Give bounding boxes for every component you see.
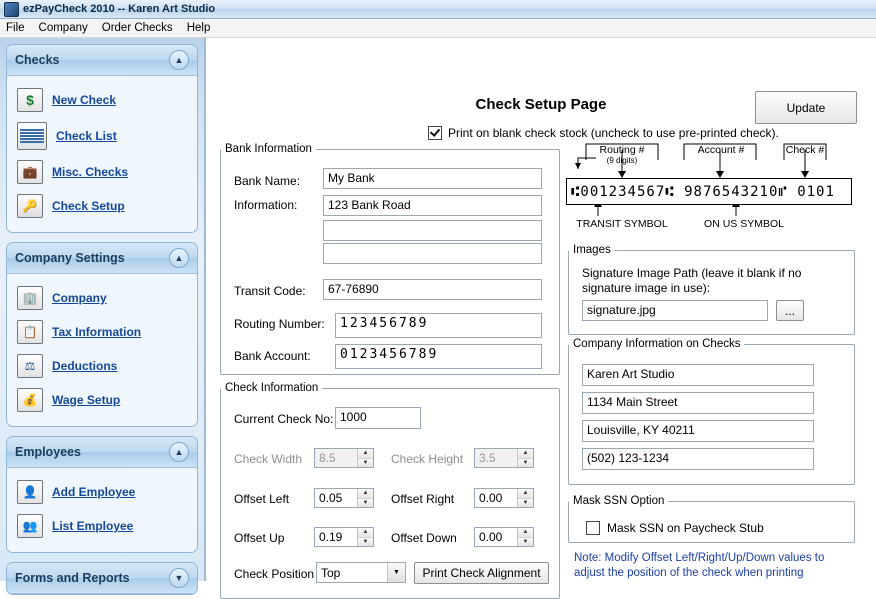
bank-account-input[interactable]: 0123456789: [335, 344, 542, 369]
check-width-spin-buttons[interactable]: [357, 449, 373, 467]
signature-path-label: Signature Image Path (leave it blank if no signature image in use):: [582, 266, 802, 295]
sidebar-item-company-label: Company: [52, 291, 107, 305]
deductions-icon: ⚖: [17, 354, 43, 378]
check-position-select[interactable]: [316, 562, 406, 583]
check-setup-page: [205, 38, 876, 581]
offset-down-spin-buttons[interactable]: [517, 528, 533, 546]
sidebar-item-tax-information-label: Tax Information: [52, 325, 142, 339]
offset-up-label: Offset Up: [234, 531, 285, 545]
offset-left-stepper[interactable]: [314, 488, 374, 508]
menu-order-checks[interactable]: Order Checks: [101, 22, 173, 34]
spin-up-icon[interactable]: ▲: [518, 528, 533, 538]
routing-caption: [577, 144, 667, 165]
offset-left-label: Offset Left: [234, 492, 290, 506]
routing-number-label: Routing Number:: [234, 317, 325, 331]
sidebar-item-deductions-label: Deductions: [52, 359, 118, 373]
offset-left-value: 0.05: [319, 491, 343, 505]
chevron-up-icon[interactable]: ▲: [169, 50, 189, 70]
sidebar-item-wage-setup[interactable]: [13, 383, 191, 417]
dollar-icon: $: [17, 88, 43, 112]
offset-down-label: Offset Down: [391, 531, 457, 545]
current-check-no-input[interactable]: 1000: [335, 407, 421, 429]
wage-icon: 💰: [17, 388, 43, 412]
sidebar: [0, 38, 205, 585]
sidebar-panel-company-settings-header[interactable]: [7, 243, 197, 274]
check-height-spin-buttons[interactable]: [517, 449, 533, 467]
company-info-line-1[interactable]: Karen Art Studio: [582, 364, 814, 386]
spin-down-icon[interactable]: ▼: [518, 459, 533, 468]
bank-information-legend: Bank Information: [225, 143, 312, 155]
print-on-blank-check-label: Print on blank check stock (uncheck to use pre-printed check).: [448, 126, 779, 140]
check-position-value: Top: [321, 565, 341, 580]
menu-company[interactable]: Company: [38, 22, 88, 34]
sidebar-item-check-list[interactable]: [13, 117, 191, 155]
footer-note-line-1: Note: Modify Offset Left/Right/Up/Down values to: [574, 552, 825, 564]
spin-up-icon[interactable]: ▲: [518, 489, 533, 499]
check-height-value: 3.5: [475, 449, 517, 467]
offset-down-stepper[interactable]: [474, 527, 534, 547]
check-width-stepper[interactable]: [314, 448, 374, 468]
chevron-up-icon[interactable]: ▲: [169, 442, 189, 462]
add-user-icon: 👤: [17, 480, 43, 504]
spin-down-icon[interactable]: ▼: [518, 538, 533, 547]
information-label: Information:: [234, 198, 298, 212]
sidebar-item-deductions[interactable]: [13, 349, 191, 383]
mask-ssn-row[interactable]: [586, 521, 764, 535]
signature-path-input[interactable]: signature.jpg: [582, 300, 768, 321]
footer-note-line-2: adjust the position of the check when printing: [574, 567, 804, 579]
bank-name-label: Bank Name:: [234, 174, 301, 188]
main-area: [0, 38, 876, 585]
spin-up-icon[interactable]: ▲: [358, 528, 373, 538]
chevron-up-icon[interactable]: ▲: [169, 248, 189, 268]
on-us-symbol-label: ON US SYMBOL: [704, 218, 784, 230]
sidebar-item-wage-setup-label: Wage Setup: [52, 393, 121, 407]
spin-down-icon[interactable]: ▼: [358, 459, 373, 468]
company-info-line-4[interactable]: (502) 123-1234: [582, 448, 814, 470]
offset-down-value: 0.00: [479, 530, 503, 544]
sidebar-panel-checks-title: Checks: [15, 53, 60, 67]
transit-symbol-label: TRANSIT SYMBOL: [576, 218, 668, 230]
sidebar-panel-checks: [6, 44, 198, 233]
routing-number-input[interactable]: 123456789: [335, 313, 542, 338]
print-check-alignment-button[interactable]: Print Check Alignment: [414, 562, 549, 584]
sidebar-panel-checks-header[interactable]: [7, 45, 197, 76]
signature-browse-button[interactable]: ...: [776, 300, 804, 321]
window-title: ezPayCheck 2010 -- Karen Art Studio: [23, 3, 216, 15]
check-height-stepper[interactable]: [474, 448, 534, 468]
sidebar-panel-employees-body: [7, 468, 197, 552]
sidebar-item-check-setup-label: Check Setup: [52, 199, 125, 213]
sidebar-panel-employees: [6, 436, 198, 553]
mask-ssn-legend: Mask SSN Option: [573, 495, 665, 507]
sidebar-panel-forms-and-reports-title: Forms and Reports: [15, 571, 130, 585]
building-icon: 🏢: [17, 286, 43, 310]
transit-code-label: Transit Code:: [234, 284, 306, 298]
sidebar-item-check-list-label: Check List: [56, 129, 117, 143]
sidebar-panel-company-settings-title: Company Settings: [15, 251, 125, 265]
sidebar-item-misc-checks-label: Misc. Checks: [52, 165, 129, 179]
briefcase-icon: 💼: [17, 160, 43, 184]
check-information-legend: Check Information: [225, 382, 319, 394]
check-number-caption: Check #: [785, 144, 825, 156]
company-info-line-2[interactable]: 1134 Main Street: [582, 392, 814, 414]
sidebar-item-new-check-label: New Check: [52, 93, 117, 107]
spin-up-icon[interactable]: ▲: [358, 489, 373, 499]
information-input-1[interactable]: 123 Bank Road: [323, 195, 542, 216]
sidebar-item-tax-information[interactable]: [13, 315, 191, 349]
sidebar-panel-employees-title: Employees: [15, 445, 82, 459]
spin-up-icon[interactable]: ▲: [358, 449, 373, 459]
check-height-label: Check Height: [391, 452, 464, 466]
window-titlebar: [0, 0, 876, 19]
print-on-blank-check-checkbox[interactable]: [428, 126, 442, 140]
current-check-no-label: Current Check No:: [234, 412, 334, 426]
sidebar-panel-employees-header[interactable]: [7, 437, 197, 468]
mask-ssn-group: [568, 495, 855, 543]
app-icon: [4, 2, 19, 17]
sidebar-item-company[interactable]: [13, 281, 191, 315]
sidebar-panel-company-settings: [6, 242, 198, 427]
spin-up-icon[interactable]: ▲: [518, 449, 533, 459]
bank-name-input[interactable]: My Bank: [323, 168, 542, 189]
sidebar-item-new-check[interactable]: [13, 83, 191, 117]
bank-account-label: Bank Account:: [234, 349, 311, 363]
print-on-blank-check-row[interactable]: [428, 126, 779, 140]
account-caption: Account #: [697, 144, 745, 156]
routing-caption-text: Routing #: [599, 144, 645, 156]
sidebar-item-misc-checks[interactable]: [13, 155, 191, 189]
footer-note: [574, 551, 850, 581]
spin-down-icon[interactable]: ▼: [518, 499, 533, 508]
update-button[interactable]: Update: [755, 91, 857, 124]
company-information-legend: Company Information on Checks: [573, 338, 741, 350]
check-width-value: 8.5: [315, 449, 357, 467]
mask-ssn-checkbox[interactable]: [586, 521, 600, 535]
spin-down-icon[interactable]: ▼: [358, 538, 373, 547]
chevron-down-icon[interactable]: ▼: [387, 563, 405, 582]
offset-up-spin-buttons[interactable]: [357, 528, 373, 546]
tax-form-icon: 📋: [17, 320, 43, 344]
sidebar-item-list-employee[interactable]: [13, 509, 191, 543]
offset-right-stepper[interactable]: [474, 488, 534, 508]
sidebar-item-add-employee-label: Add Employee: [52, 485, 136, 499]
spin-down-icon[interactable]: ▼: [358, 499, 373, 508]
sidebar-panel-company-settings-body: [7, 274, 197, 426]
sidebar-panel-checks-body: [7, 76, 197, 232]
check-position-label: Check Position: [234, 567, 315, 581]
images-legend: Images: [573, 244, 611, 256]
key-icon: 🔑: [17, 194, 43, 218]
menubar: [0, 19, 876, 38]
sidebar-item-check-setup[interactable]: [13, 189, 191, 223]
menu-help[interactable]: Help: [186, 22, 211, 34]
micr-line-preview: ⑆001234567⑆ 9876543210⑈ 0101: [566, 178, 852, 205]
offset-left-spin-buttons[interactable]: [357, 489, 373, 507]
sidebar-item-add-employee[interactable]: [13, 475, 191, 509]
information-input-3[interactable]: [323, 243, 542, 264]
mask-ssn-label: Mask SSN on Paycheck Stub: [607, 521, 764, 535]
transit-code-input[interactable]: 67-76890: [323, 279, 542, 300]
menu-file[interactable]: File: [6, 22, 25, 34]
information-input-2[interactable]: [323, 220, 542, 241]
page-title: Check Setup Page: [475, 96, 607, 113]
company-info-line-3[interactable]: Louisville, KY 40211: [582, 420, 814, 442]
chevron-down-icon[interactable]: ▼: [169, 568, 189, 588]
offset-up-stepper[interactable]: [314, 527, 374, 547]
user-list-icon: 👥: [17, 514, 43, 538]
check-width-label: Check Width: [234, 452, 303, 466]
offset-right-spin-buttons[interactable]: [517, 489, 533, 507]
offset-right-value: 0.00: [479, 491, 503, 505]
sidebar-item-list-employee-label: List Employee: [52, 519, 134, 533]
routing-caption-sub: (9 digits): [606, 156, 638, 165]
offset-up-value: 0.19: [319, 530, 343, 544]
offset-right-label: Offset Right: [391, 492, 455, 506]
list-icon: [17, 122, 47, 150]
